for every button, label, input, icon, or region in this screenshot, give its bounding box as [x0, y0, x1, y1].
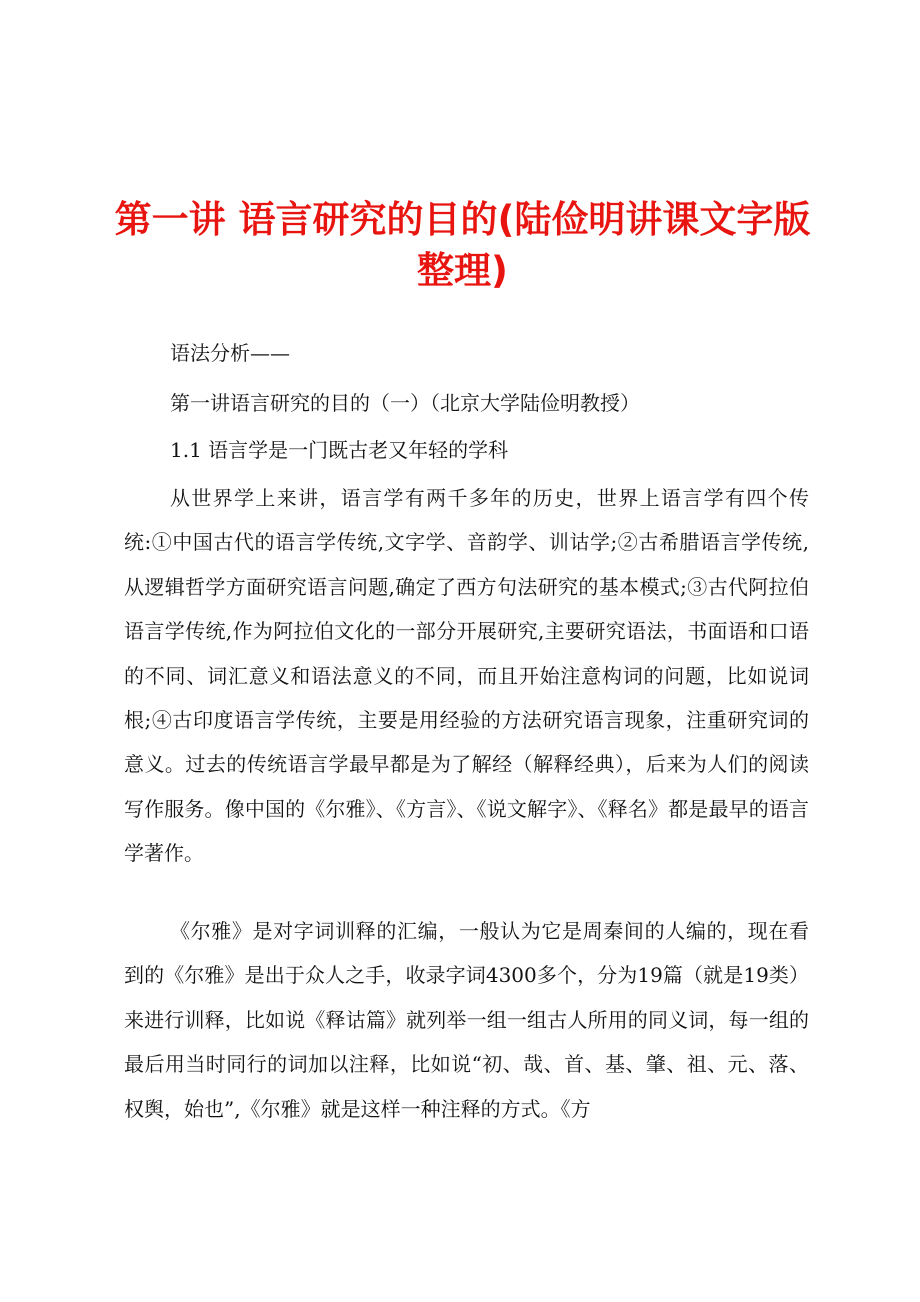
body-paragraph-2: 《尔雅》是对字词训释的汇编，一般认为它是周秦间的人编的，现在看到的《尔雅》是出于众人之手，收录字词4300多个，分为19篇（就是19类）来进行训释，比如说《释诂篇》就列举一组一组古人所用的同义词，每一组的最后用当时同行的词加以注释，比如说“初、哉、首、基、肇、祖、元、落、权舆，始也”,《尔雅》就是这样一种注释的方式。《方	[124, 919, 809, 1121]
lecture-heading: 第一讲语言研究的目的（一）（北京大学陆俭明教授）	[170, 391, 640, 415]
section-label: 语法分析——	[170, 341, 290, 365]
subsection-heading: 1.1 语言学是一门既古老又年轻的学科	[170, 438, 509, 462]
body-paragraph-1: 从世界学上来讲，语言学有两千多年的历史，世界上语言学有四个传统:①中国古代的语言学传统,文字学、音韵学、训诂学;②古希腊语言学传统,从逻辑哲学方面研究语言问题,确定了西方句法研究的基本模式;③古代阿拉伯语言学传统,作为阿拉伯文化的一部分开展研究,主要研究语法，书面语和口语的不同、词汇意义和语法意义的不同，而且开始注意构词的问题，比如说词根;④古印度语言学传统，主要是用经验的方法研究语言现象，注重研究词的意义。过去的传统语言学最早都是为了解经（解释经典），后来为人们的阅读写作服务。像中国的《尔雅》、《方言》、《说文解字》、《释名》都是最早的语言学著作。	[124, 486, 809, 866]
document-title: 第一讲 语言研究的目的(陆俭明讲课文字版整理)	[114, 198, 811, 292]
